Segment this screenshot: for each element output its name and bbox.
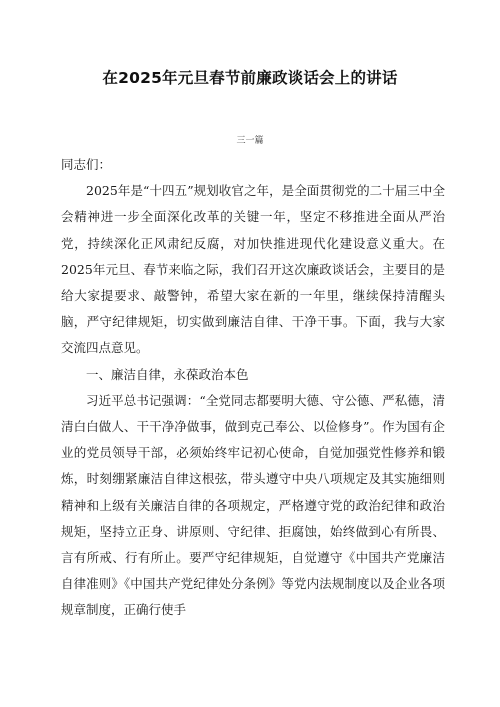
paragraph-intro: 2025年是“十四五”规划收官之年，是全面贯彻党的二十届三中全会精神进一步全面深化改革的关键一年，坚定不移推进全面从严治党，持续深化正风肃纪反腐，对加快推进现代化建设意义重大。在2025年元旦、春节来临之际，我们召开这次廉政谈话会，主要目的是给大家提要求、敲警钟，希望大家在新的一年里，继续保持清醒头脑，严守纪律规矩，切实做到廉洁自律、干净干事。下面，我与大家交流四点意见。 <box>61 183 445 356</box>
section-heading-1: 一、廉洁自律，永葆政治本色 <box>86 366 249 382</box>
document-title: 在2025年元旦春节前廉政谈话会上的讲话 <box>102 69 398 87</box>
paragraph-section-1: 习近平总书记强调：“全党同志都要明大德、守公德、严私德，清清白白做人、干干净净做事，做到克己奉公、以俭修身”。作为国有企业的党员领导干部，必须始终牢记初心使命，自觉加强党性修养和锻炼，时刻绷紧廉洁自律这根弦，带头遵守中央八项规定及其实施细则精神和上级有关廉洁自律的各项规定，严格遵守党的政治纪律和政治规矩，坚持立正身、讲原则、守纪律、拒腐蚀，始终做到心有所畏、言有所戒、行有所止。要严守纪律规矩，自觉遵守《中国共产党廉洁自律准则》《中国共产党纪律处分条例》等党内法规制度以及企业各项规章制度，正确行使手 <box>61 392 445 618</box>
section-marker: 三一篇 <box>236 136 264 146</box>
greeting: 同志们： <box>61 157 112 172</box>
document-body <box>61 152 445 624</box>
